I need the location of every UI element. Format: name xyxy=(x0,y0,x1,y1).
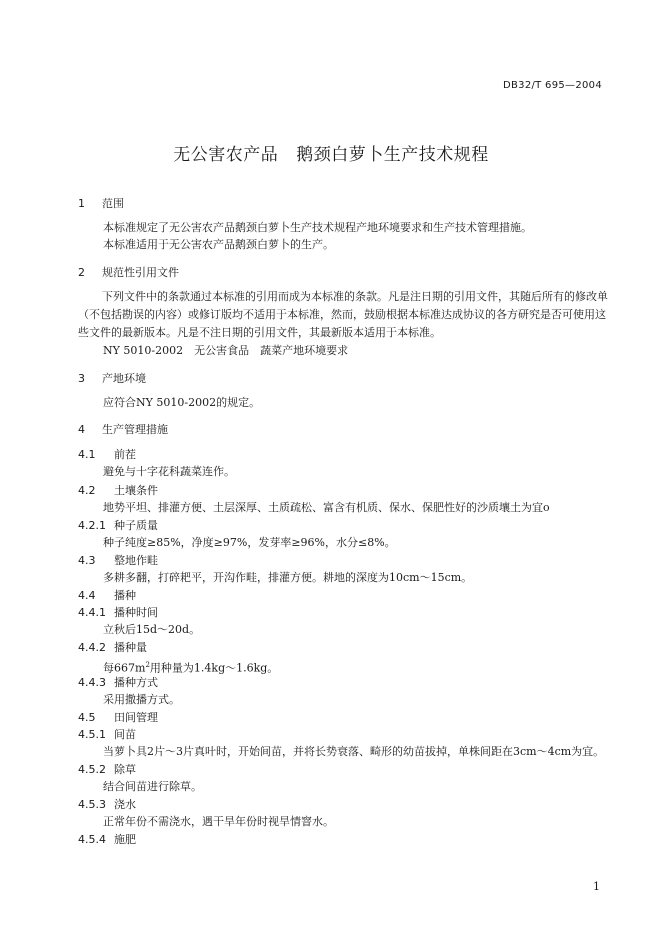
subsection-title: 整地作畦 xyxy=(114,554,158,567)
subsection-number: 4.5.4 xyxy=(78,833,106,846)
subsection-4-3-text: 多耕多翻，打碎耙平，开沟作畦，排灌方便。耕地的深度为10cm～15cm。 xyxy=(103,571,473,584)
subsection-number: 4.4.3 xyxy=(78,676,106,689)
section-title: 规范性引用文件 xyxy=(102,266,179,279)
subsection-4-2-1-heading xyxy=(78,517,158,533)
subsection-4-4-heading xyxy=(78,587,136,603)
subsection-4-5-4-heading xyxy=(78,831,136,847)
title-part-2: 鹅颈白萝卜生产技术规程 xyxy=(296,145,489,165)
subsection-number: 4.1 xyxy=(78,448,96,461)
subsection-4-4-1-text: 立秋后15d～20d。 xyxy=(103,623,201,636)
subsection-number: 4.4.1 xyxy=(78,606,106,619)
subsection-number: 4.2 xyxy=(78,484,96,497)
section-number: 4 xyxy=(78,423,85,436)
subsection-4-5-1-heading xyxy=(78,726,136,742)
subsection-title: 前茬 xyxy=(114,448,136,461)
subsection-title: 土壤条件 xyxy=(114,484,158,497)
section-number: 3 xyxy=(78,372,85,385)
subsection-title: 施肥 xyxy=(114,833,136,846)
subsection-4-5-2-heading xyxy=(78,761,136,777)
subsection-4-5-2-text: 结合间苗进行除草。 xyxy=(103,780,202,793)
subsection-4-2-heading xyxy=(78,482,158,498)
section-3-para: 应符合NY 5010-2002的规定。 xyxy=(103,396,261,409)
subsection-4-5-1-text: 当萝卜具2片～3片真叶时，开始间苗，并将长势衰落、畸形的幼苗拔掉，单株间距在3cm～4cm为宜。 xyxy=(103,745,605,758)
subsection-4-3-heading xyxy=(78,552,158,568)
subsection-4-5-3-text: 正常年份不需浇水，遇干旱年份时视旱情窨水。 xyxy=(103,815,334,828)
section-title: 范围 xyxy=(102,197,124,210)
page-title xyxy=(0,140,662,165)
subsection-title: 播种量 xyxy=(114,641,147,654)
subsection-number: 4.5.1 xyxy=(78,728,106,741)
subsection-title: 除草 xyxy=(114,763,136,776)
subsection-4-1-heading xyxy=(78,446,136,462)
subsection-title: 播种 xyxy=(114,589,136,602)
area-unit-superscript: 2 xyxy=(145,661,150,669)
subsection-4-5-3-heading xyxy=(78,796,136,812)
subsection-number: 4.4 xyxy=(78,589,96,602)
subsection-title: 田间管理 xyxy=(114,711,158,724)
section-2-paragraph: 下列文件中的条款通过本标准的引用而成为本标准的条款。凡是注日期的引用文件，其随后所有的修改单（不包括勘误的内容）或修订版均不适用于本标准，然而，鼓励根据本标准达成协议的各方研究是否可使用这些文件的最新版本。凡是不注日期的引用文件，其最新版本适用于本标准。 xyxy=(78,290,608,339)
title-part-1: 无公害农产品 xyxy=(173,145,279,165)
subsection-4-4-1-heading xyxy=(78,604,158,620)
subsection-4-2-text: 地势平坦、排灌方便、土层深厚、土质疏松、富含有机质、保水、保肥性好的沙质壤土为宜o xyxy=(103,501,550,514)
subsection-number: 4.3 xyxy=(78,554,96,567)
page-number: 1 xyxy=(593,880,600,893)
seeding-area-text: 每667m xyxy=(103,661,146,675)
section-3-heading xyxy=(78,370,146,386)
subsection-number: 4.5 xyxy=(78,711,96,724)
subsection-4-2-1-text: 种子纯度≥85%，净度≥97%，发芽率≥96%，水分≤8%。 xyxy=(103,536,396,549)
subsection-4-4-2-heading xyxy=(78,639,147,655)
section-number: 1 xyxy=(78,197,85,210)
subsection-number: 4.5.2 xyxy=(78,763,106,776)
subsection-title: 浇水 xyxy=(114,798,136,811)
subsection-number: 4.5.3 xyxy=(78,798,106,811)
subsection-4-4-3-heading xyxy=(78,674,158,690)
section-title: 生产管理措施 xyxy=(102,423,168,436)
seeding-amount-text: 用种量为1.4kg～1.6kg。 xyxy=(149,661,279,675)
subsection-title: 种子质量 xyxy=(114,519,158,532)
normative-reference: NY 5010-2002 无公害食品 蔬菜产地环境要求 xyxy=(103,344,349,357)
subsection-title: 间苗 xyxy=(114,728,136,741)
subsection-title: 播种方式 xyxy=(114,676,158,689)
section-1-para-2: 本标准适用于无公害农产品鹅颈白萝卜的生产。 xyxy=(103,238,334,251)
subsection-title: 播种时间 xyxy=(114,606,158,619)
section-number: 2 xyxy=(78,266,85,279)
section-1-para-1: 本标准规定了无公害农产品鹅颈白萝卜生产技术规程产地环境要求和生产技术管理措施。 xyxy=(103,221,532,234)
section-2-heading xyxy=(78,264,179,280)
subsection-4-4-3-text: 采用撒播方式。 xyxy=(103,693,180,706)
section-1-heading xyxy=(78,195,124,211)
subsection-4-5-heading xyxy=(78,709,158,725)
section-4-heading xyxy=(78,421,168,437)
subsection-number: 4.4.2 xyxy=(78,641,106,654)
document-id: DB32/T 695—2004 xyxy=(503,80,602,91)
subsection-4-1-text: 避免与十字花科蔬菜连作。 xyxy=(103,465,235,478)
section-title: 产地环境 xyxy=(102,372,146,385)
subsection-number: 4.2.1 xyxy=(78,519,106,532)
